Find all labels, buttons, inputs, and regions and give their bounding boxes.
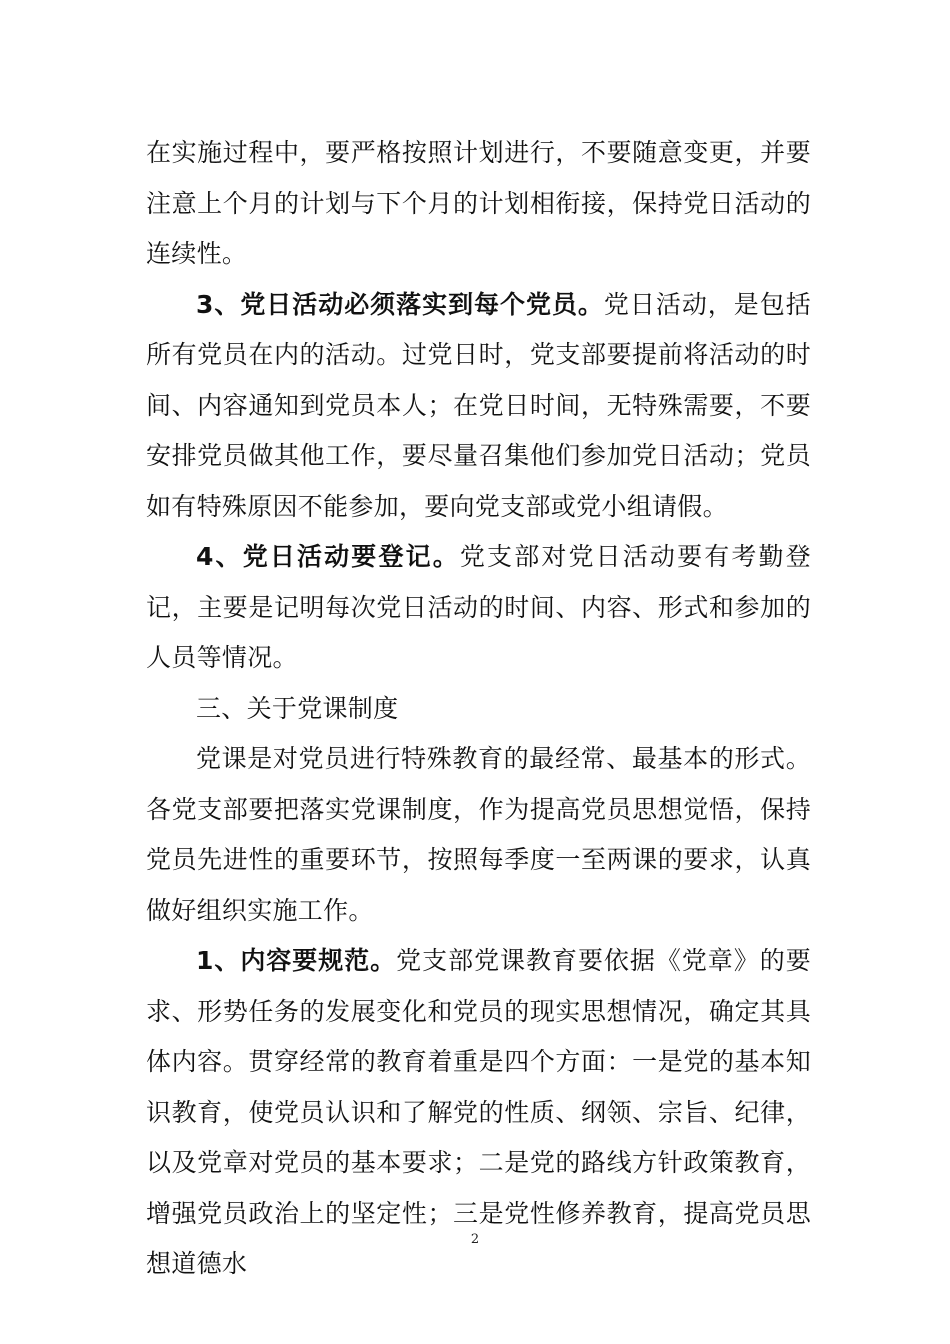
paragraph-lead: 4、党日活动要登记。 [196,542,460,571]
paragraph-party-day-every-member [146,280,811,533]
paragraph-continuation [146,128,811,280]
paragraph-text: 党支部党课教育要依据《党章》的要求、形势任务的发展变化和党员的现实思想情况，确定其具体内容。贯穿经常的教育着重是四个方面：一是党的基本知识教育，使党员认识和了解党的性质、纲领、宗旨、纪律，以及党章对党员的基本要求；二是党的路线方针政策教育，增强党员政治上的坚定性；三是党性修养教育，提高党员思想道德水 [146,946,811,1278]
paragraph-text: 党课是对党员进行特殊教育的最经常、最基本的形式。各党支部要把落实党课制度，作为提高党员思想觉悟，保持党员先进性的重要环节，按照每季度一至两课的要求，认真做好组织实施工作。 [146,744,811,925]
paragraph-lead: 1、内容要规范。 [196,946,397,975]
paragraph-text: 在实施过程中，要严格按照计划进行，不要随意变更，并要注意上个月的计划与下个月的计划相衔接，保持党日活动的连续性。 [146,138,811,268]
paragraph-party-lecture-intro [146,734,811,936]
section-heading [146,684,811,735]
section-heading-text: 三、关于党课制度 [196,693,399,723]
paragraph-text: 党支部对党日活动要有考勤登记，主要是记明每次党日活动的时间、内容、形式和参加的人员等情况。 [146,542,811,672]
paragraph-lead: 3、党日活动必须落实到每个党员。 [196,289,604,319]
page-number: 2 [470,1232,480,1247]
paragraph-text: 党日活动，是包括所有党员在内的活动。过党日时，党支部要提前将活动的时间、内容通知到党员本人；在党日时间，无特殊需要，不要安排党员做其他工作，要尽量召集他们参加党日活动；党员如有特殊原因不能参加，要向党支部或党小组请假。 [146,289,811,521]
body-text [146,128,811,1290]
paragraph-party-day-registration [146,532,811,684]
